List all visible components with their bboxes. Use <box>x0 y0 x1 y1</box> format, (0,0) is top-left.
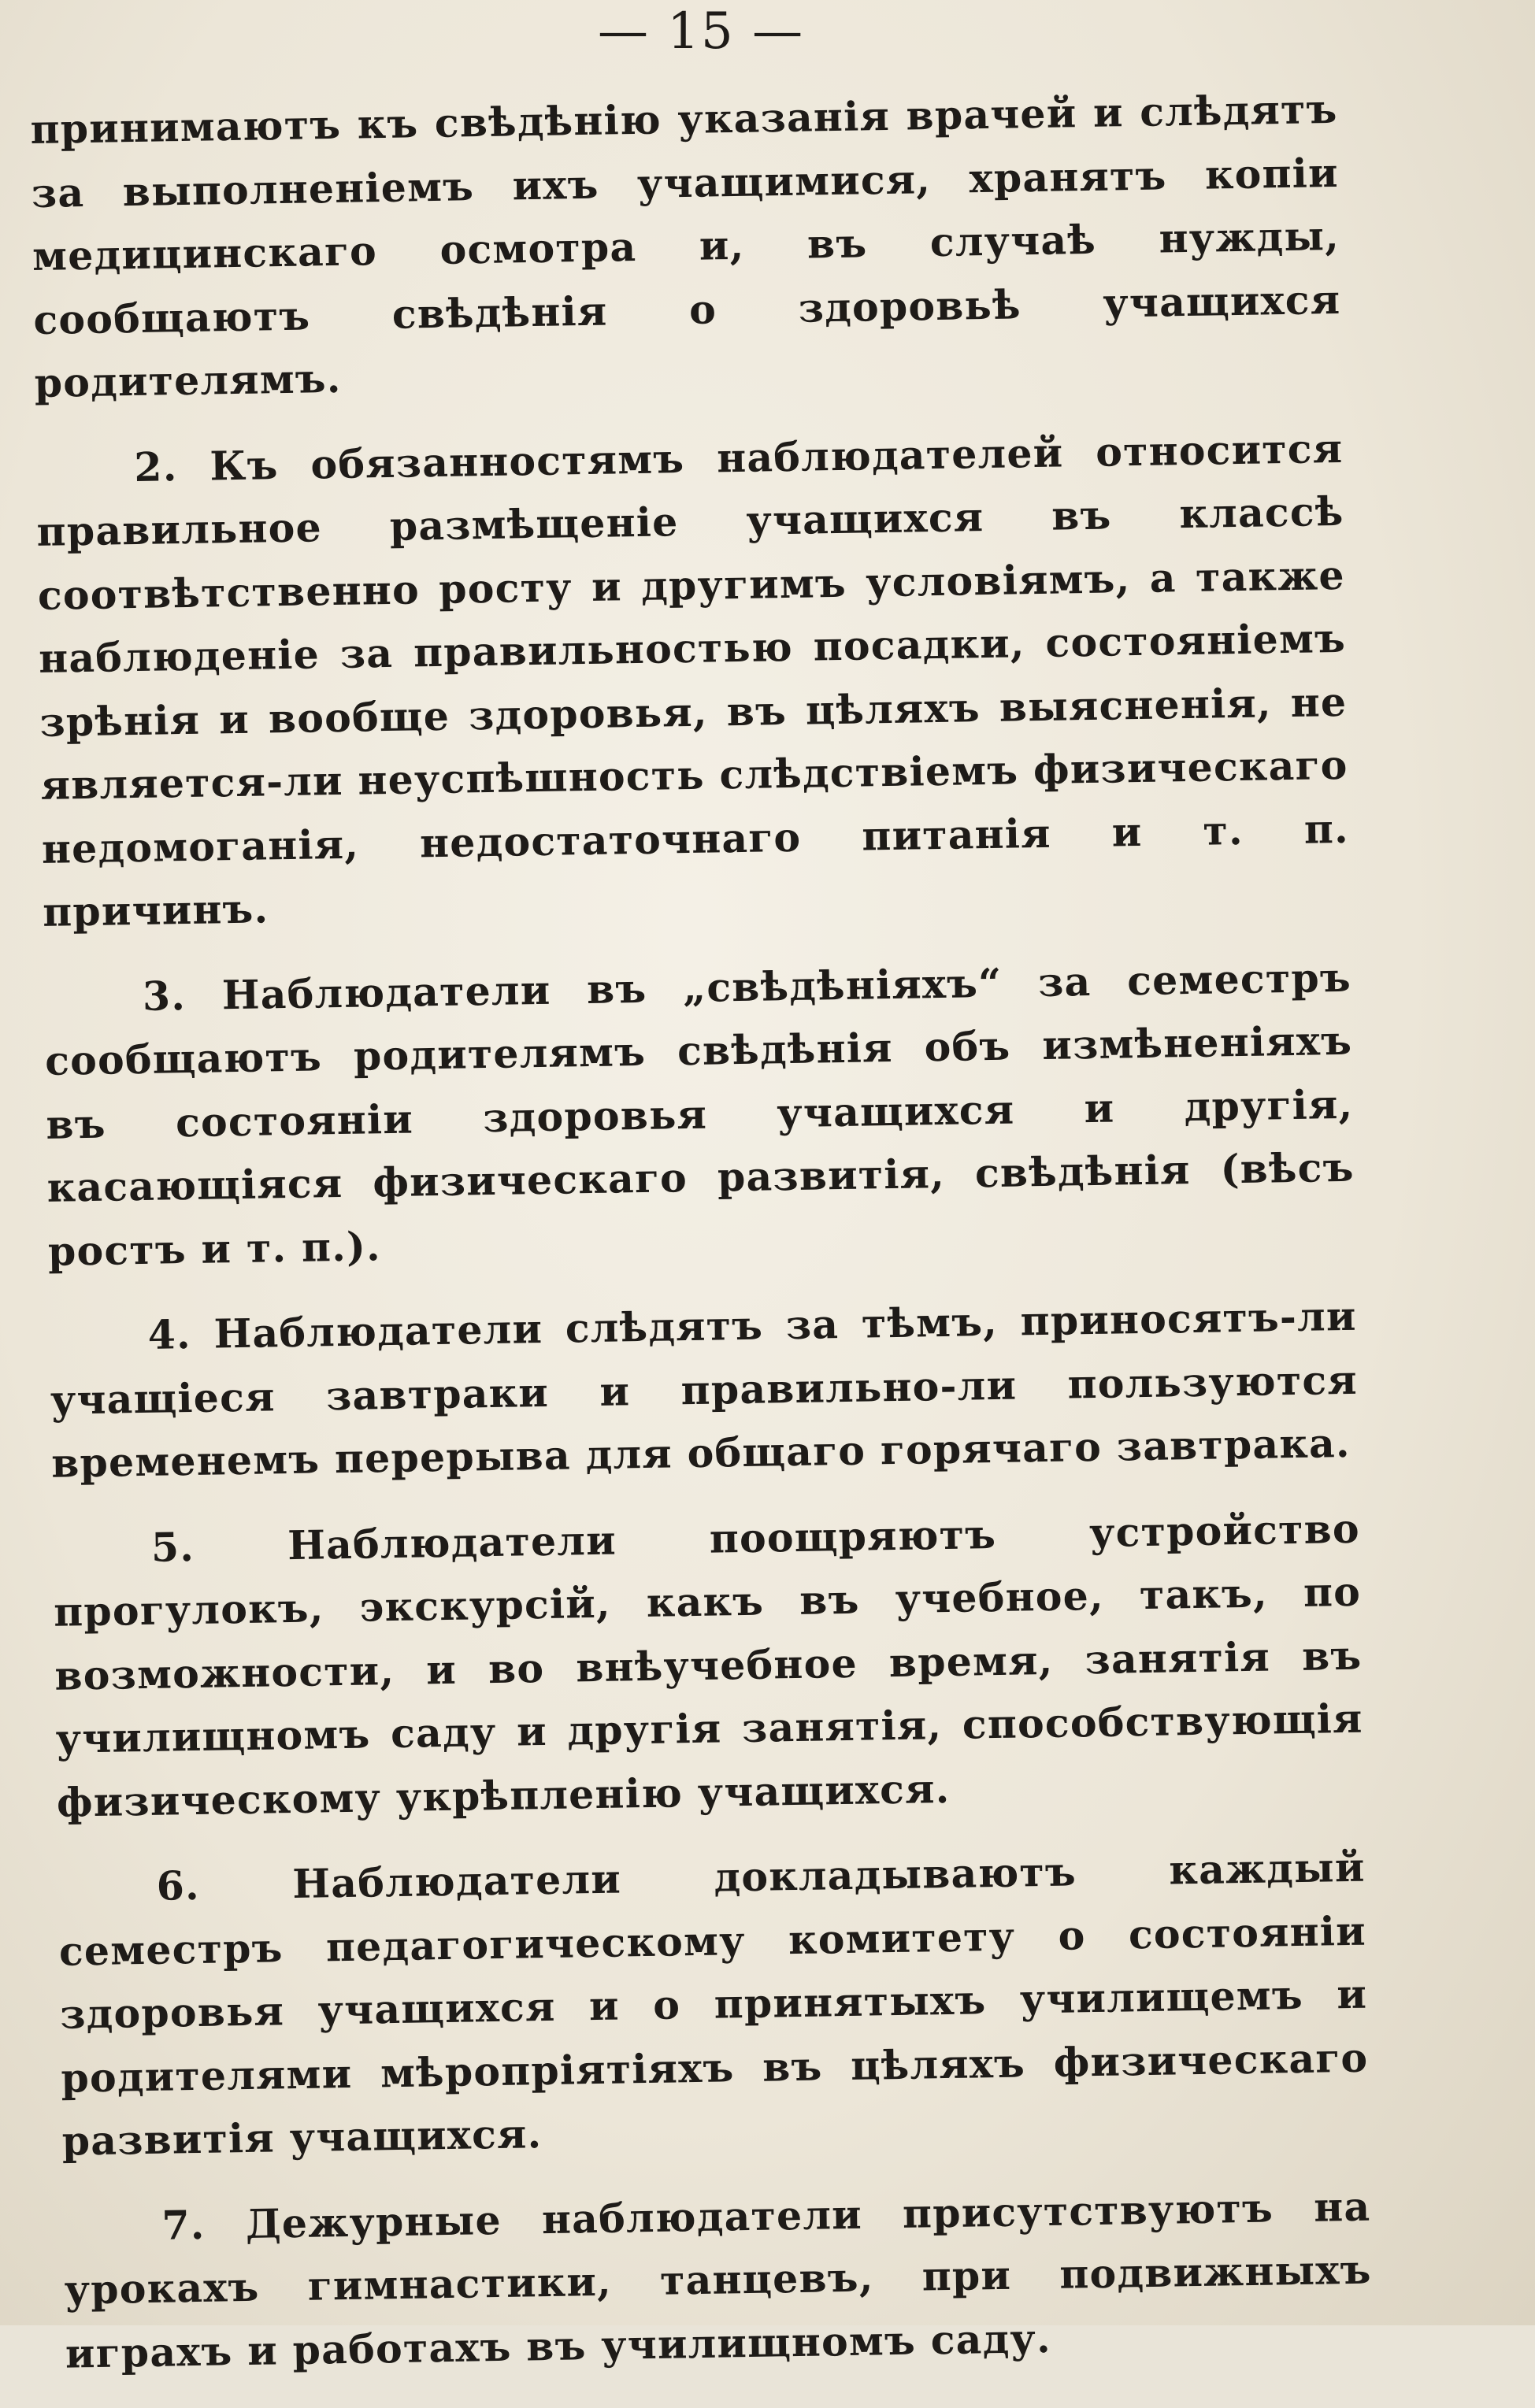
paragraph-2: 2. Къ обязанностямъ наблюдателей относится правильное размѣщеніе учащихся въ классѣ соотвѣтственно росту и другимъ условіямъ, а также наблюденіе за правильностью посадки, состояніемъ зрѣнія и вообще здоровья, въ цѣляхъ выясненія, не является-ли неуспѣшность слѣдствіемъ физическаго недомоганія, недостаточнаго питанія и т. п. причинъ. <box>36 424 1350 935</box>
paragraph-7: 7. Дежурные наблюдатели присутствуютъ на урокахъ гимнастики, танцевъ, при подвижныхъ играхъ и работахъ въ училищномъ саду. <box>64 2183 1372 2377</box>
page-text <box>30 78 1374 2408</box>
paragraph-4: 4. Наблюдатели слѣдятъ за тѣмъ, приносятъ-ли учащіеся завтраки и правильно-ли пользуются временемъ перерыва для общаго горячаго завтрака. <box>50 1292 1359 1487</box>
page-number: — 15 — <box>597 2 805 61</box>
paragraph-3: 3. Наблюдатели въ „свѣдѣніяхъ“ за семестръ сообщаютъ родителямъ свѣдѣнія объ измѣненіяхъ въ состояніи здоровья учащихся и другія, касающіяся физическаго развитія, свѣдѣнія (вѣсъ ростъ и т. п.). <box>44 954 1355 1275</box>
paragraph-continuation: принимаютъ къ свѣдѣнію указанія врачей и слѣдятъ за выполненіемъ ихъ учащимися, хранятъ копіи медицинскаго осмотра и, въ случаѣ нужды, сообщаютъ свѣдѣнія о здоровьѣ учащихся родителямъ. <box>30 85 1341 406</box>
paragraph-6: 6. Наблюдатели докладываютъ каждый семестръ педагогическому комитету о состояніи здоровья учащихся и о принятыхъ училищемъ и родителями мѣропріятіяхъ въ цѣляхъ физическаго развитія учащихся. <box>58 1843 1369 2165</box>
paragraph-5: 5. Наблюдатели поощряютъ устройство прогулокъ, экскурсій, какъ въ учебное, такъ, по возможности, и во внѣучебное время, занятія въ училищномъ саду и другія занятія, способствующія физическому укрѣпленію учащихся. <box>53 1505 1363 1826</box>
